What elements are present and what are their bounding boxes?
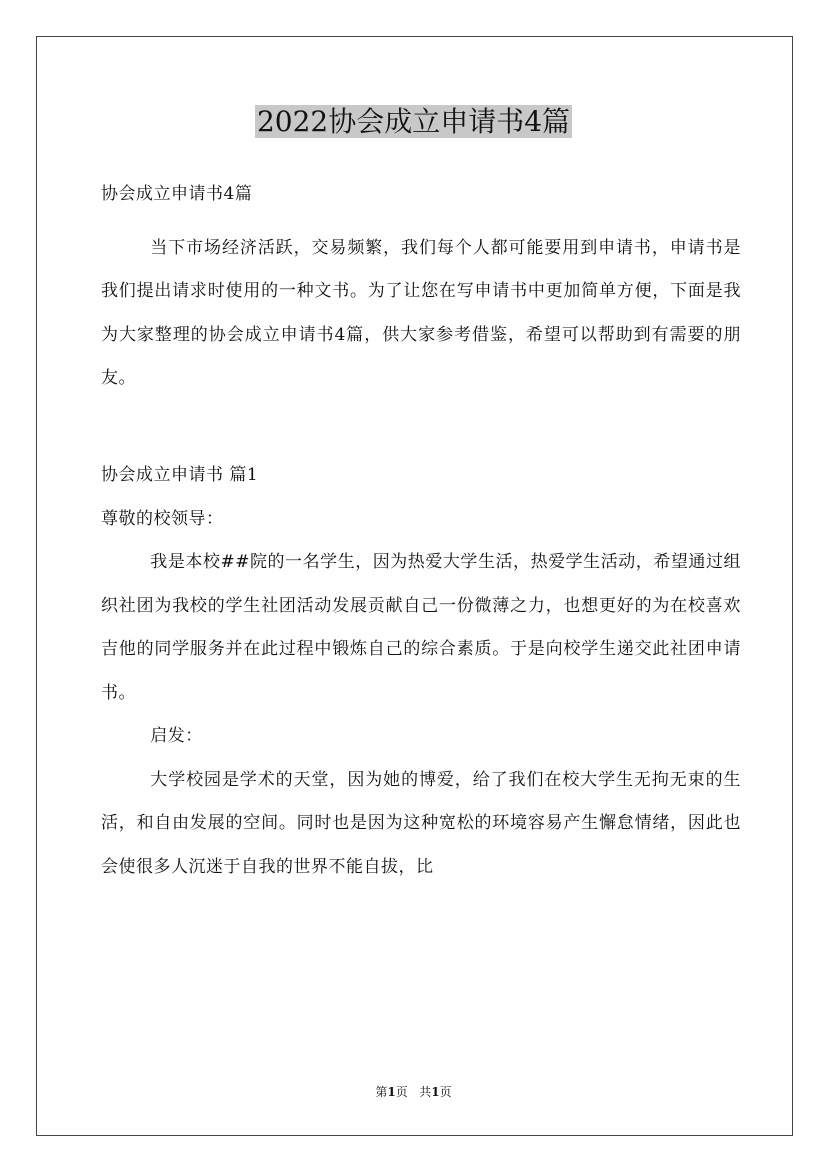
document-title-text: 2022协会成立申请书4篇 xyxy=(256,105,571,138)
paragraph: 大学校园是学术的天堂，因为她的博爱，给了我们在校大学生无拘无束的生活，和自由发展的空间。同时也是因为这种宽松的环境容易产生懈怠情绪，因此也会使很多人沉迷于自我的世界不能自拔，比 xyxy=(101,769,741,877)
salutation: 尊敬的校领导： xyxy=(101,508,224,529)
paragraph: 我是本校##院的一名学生，因为热爱大学生活，热爱学生活动，希望通过组织社团为我校的学生社团活动发展贡献自己一份微薄之力，也想更好的为在校喜欢吉他的同学服务并在此过程中锻炼自己的综合素质。于是向校学生递交此社团申请书。 xyxy=(101,552,741,703)
page-footer: 第1页 共1页 xyxy=(375,1085,452,1099)
document-body xyxy=(101,173,741,889)
page-number: 1 xyxy=(387,1085,396,1099)
intro-paragraph: 当下市场经济活跃，交易频繁，我们每个人都可能要用到申请书，申请书是我们提出请求时使用的一种文书。为了让您在写申请书中更加简单方便，下面是我为大家整理的协会成立申请书4篇，供大家参考借鉴，希望可以帮助到有需要的朋友。 xyxy=(101,237,741,388)
document-title xyxy=(0,102,827,142)
document-subtitle: 协会成立申请书4篇 xyxy=(101,184,253,204)
section-heading: 协会成立申请书 篇1 xyxy=(101,465,259,485)
total-pages: 1 xyxy=(431,1085,440,1099)
paragraph: 启发： xyxy=(150,726,203,746)
